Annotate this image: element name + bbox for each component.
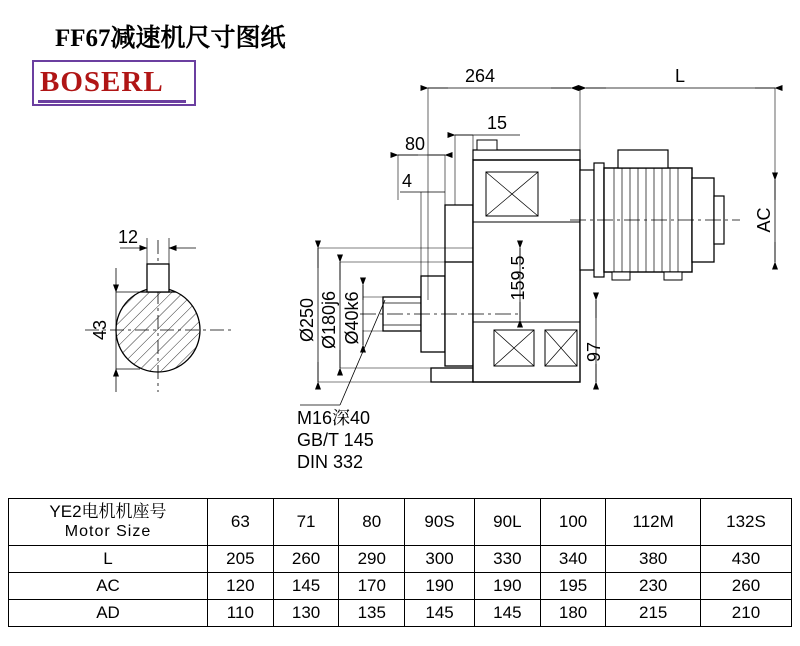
- dim-d250: Ø250: [297, 297, 317, 343]
- dim-AC: AC: [754, 207, 774, 233]
- table-cell: 195: [540, 573, 606, 600]
- table-cell: 260: [700, 573, 791, 600]
- dim-80: 80: [404, 134, 426, 154]
- table-row-label: AC: [9, 573, 208, 600]
- motor-size-table: [8, 498, 792, 627]
- table-cell: 205: [208, 546, 274, 573]
- dim-43: 43: [90, 319, 110, 341]
- table-column-header: 132S: [700, 499, 791, 546]
- table-cell: 215: [606, 600, 701, 627]
- table-cell: 330: [475, 546, 541, 573]
- table-cell: 110: [208, 600, 274, 627]
- table-column-header: 71: [273, 499, 339, 546]
- table-cell: 120: [208, 573, 274, 600]
- table-column-header: 90L: [475, 499, 541, 546]
- page-title: FF67减速机尺寸图纸: [55, 25, 286, 52]
- table-cell: 145: [405, 600, 475, 627]
- table-cell: 260: [273, 546, 339, 573]
- table-cell: 130: [273, 600, 339, 627]
- table-column-header: 63: [208, 499, 274, 546]
- dim-d180: Ø180j6: [319, 290, 339, 350]
- dim-12: 12: [117, 227, 139, 247]
- table-row: [9, 600, 792, 627]
- dim-159-5: 159.5: [508, 255, 528, 301]
- note-line-1: M16深40: [297, 408, 371, 428]
- note-line-2: GB/T 145: [297, 430, 374, 450]
- table-cell: 340: [540, 546, 606, 573]
- note-line-3: DIN 332: [297, 452, 364, 472]
- table-cell: 190: [475, 573, 541, 600]
- left-view-shaft-section: [85, 238, 232, 392]
- table-cell: 300: [405, 546, 475, 573]
- table-cell: 145: [273, 573, 339, 600]
- dim-97: 97: [584, 341, 604, 363]
- table-cell: 430: [700, 546, 791, 573]
- table-cell: 135: [339, 600, 405, 627]
- table-cell: 210: [700, 600, 791, 627]
- table-column-header: 100: [540, 499, 606, 546]
- table-cell: 190: [405, 573, 475, 600]
- table-cell: 290: [339, 546, 405, 573]
- table-header-row: [9, 499, 792, 546]
- dim-15: 15: [486, 113, 508, 133]
- dim-d40: Ø40k6: [342, 291, 362, 345]
- table-column-header: 112M: [606, 499, 701, 546]
- table-row: [9, 573, 792, 600]
- table-cell: 230: [606, 573, 701, 600]
- logo-text: BOSERL: [40, 66, 164, 98]
- table-cell: 380: [606, 546, 701, 573]
- table-cell: 145: [475, 600, 541, 627]
- table-cell: 180: [540, 600, 606, 627]
- table-column-header: 80: [339, 499, 405, 546]
- main-view-gearbox: [360, 140, 740, 382]
- table-column-header: 90S: [405, 499, 475, 546]
- dim-L: L: [674, 66, 686, 86]
- table-cell: 170: [339, 573, 405, 600]
- dim-4: 4: [401, 171, 413, 191]
- table-row: [9, 546, 792, 573]
- table-header-label: YE2电机机座号 Motor Size: [9, 499, 208, 546]
- table-row-label: L: [9, 546, 208, 573]
- dim-264: 264: [464, 66, 496, 86]
- table-row-label: AD: [9, 600, 208, 627]
